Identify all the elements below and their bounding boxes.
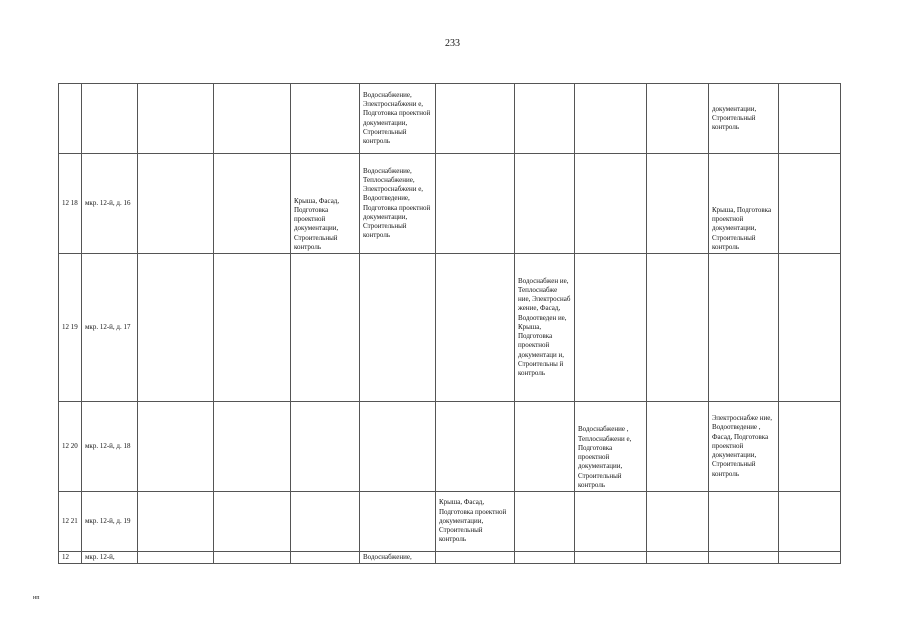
table-cell — [360, 492, 436, 552]
table-cell — [214, 402, 291, 492]
table-cell — [779, 402, 841, 492]
table-cell — [647, 254, 709, 402]
table-cell — [779, 254, 841, 402]
table-cell — [436, 402, 515, 492]
table-cell — [214, 492, 291, 552]
table-cell — [214, 552, 291, 564]
table-cell — [138, 492, 214, 552]
table-cell: Крыша, Подготовка проектной документации, Строительный контроль — [709, 154, 779, 254]
table-cell: Электроснабже ние, Водоотведение , Фасад, Подготовка проектной документации, Строительный контроль — [709, 402, 779, 492]
table-cell — [647, 84, 709, 154]
table-cell — [214, 254, 291, 402]
table-row — [59, 552, 841, 564]
address-cell: мкр. 12-й, д. 18 — [82, 402, 138, 492]
table-cell: Крыша, Фасад, Подготовка проектной документации, Строительный контроль — [291, 154, 360, 254]
table-cell: Водоснабжение, — [360, 552, 436, 564]
table-cell — [709, 492, 779, 552]
table-cell: Крыша, Фасад, Подготовка проектной документации, Строительный контроль — [436, 492, 515, 552]
table-cell — [779, 492, 841, 552]
table-row — [59, 492, 841, 552]
table-cell — [647, 402, 709, 492]
row-number: 12 — [59, 552, 82, 564]
table-cell — [291, 552, 360, 564]
table-cell — [515, 154, 575, 254]
table-row — [59, 84, 841, 154]
table-cell: Водоснабжен ие, Теплоснабже ние, Электроснаб жение, Фасад, Водоотведен ие, Крыша, Подготовка проектной документаци и, Строительны й контроль — [515, 254, 575, 402]
row-number: 12 21 — [59, 492, 82, 552]
table-cell — [214, 154, 291, 254]
table-cell — [291, 492, 360, 552]
table-cell — [291, 254, 360, 402]
table-cell — [138, 154, 214, 254]
table-cell — [436, 154, 515, 254]
table-cell — [575, 154, 647, 254]
table-cell — [436, 552, 515, 564]
table-cell — [709, 552, 779, 564]
works-schedule-table — [58, 83, 841, 564]
table-cell — [779, 84, 841, 154]
row-number: 12 19 — [59, 254, 82, 402]
table-cell — [575, 254, 647, 402]
table-cell: Водоснабжение , Теплоснабжени е, Подготовка проектной документации, Строительный контроль — [575, 402, 647, 492]
table-cell: Водоснабжение, Теплоснабжение, Электроснабжени е, Водоотведение, Подготовка проектной документации, Строительный контроль — [360, 154, 436, 254]
table-cell — [575, 552, 647, 564]
table-cell — [436, 254, 515, 402]
table-cell — [138, 254, 214, 402]
table-cell — [138, 402, 214, 492]
page-number: 233 — [445, 38, 460, 49]
table-cell — [214, 84, 291, 154]
table-cell — [515, 492, 575, 552]
table-cell — [291, 402, 360, 492]
table-cell — [779, 154, 841, 254]
table-cell — [779, 552, 841, 564]
footer-mark: нп — [33, 595, 40, 601]
table-cell — [360, 254, 436, 402]
table-row — [59, 402, 841, 492]
address-cell — [82, 84, 138, 154]
table-cell — [575, 84, 647, 154]
table-row — [59, 254, 841, 402]
table-cell — [138, 84, 214, 154]
table-cell: Водоснабжение, Электроснабжени е, Подготовка проектной документации, Строительный контроль — [360, 84, 436, 154]
table-row — [59, 154, 841, 254]
address-cell: мкр. 12-й, д. 16 — [82, 154, 138, 254]
address-cell: мкр. 12-й, д. 17 — [82, 254, 138, 402]
row-number: 12 18 — [59, 154, 82, 254]
table-cell — [647, 154, 709, 254]
table-cell — [647, 552, 709, 564]
table-cell — [138, 552, 214, 564]
table-cell: документации, Строительный контроль — [709, 84, 779, 154]
table-cell — [709, 254, 779, 402]
row-number — [59, 84, 82, 154]
table-cell — [647, 492, 709, 552]
table-cell — [515, 402, 575, 492]
table-cell — [436, 84, 515, 154]
address-cell: мкр. 12-й, — [82, 552, 138, 564]
table-cell — [515, 84, 575, 154]
row-number: 12 20 — [59, 402, 82, 492]
address-cell: мкр. 12-й, д. 19 — [82, 492, 138, 552]
table-cell — [515, 552, 575, 564]
table-cell — [575, 492, 647, 552]
table-cell — [360, 402, 436, 492]
table-cell — [291, 84, 360, 154]
